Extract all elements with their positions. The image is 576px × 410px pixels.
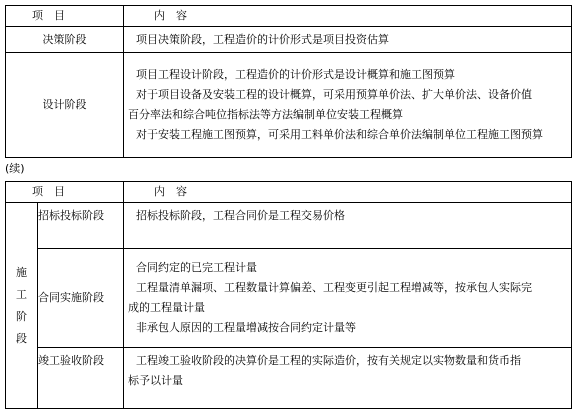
group-label-char: 阶: [16, 309, 27, 323]
group-label-char: 工: [16, 287, 27, 301]
stage-cell: 招标投标阶段: [38, 203, 124, 249]
content-line: 标予以计量: [128, 374, 183, 387]
content-line: 成的工程量计量: [128, 301, 205, 314]
content-line: 项目工程设计阶段，工程造价的计价形式是设计概算和施工图预算: [136, 68, 455, 81]
group-label-cell: [6, 203, 38, 409]
table-row: [6, 27, 572, 53]
table-row: [6, 348, 572, 409]
content-cell: [124, 249, 572, 348]
content-line: 项目决策阶段，工程造价的计价形式是项目投资估算: [136, 32, 389, 46]
header-item: 项 目: [6, 6, 124, 27]
group-label-char: 施: [16, 265, 27, 279]
table-row: [6, 53, 572, 158]
table-row: [6, 249, 572, 348]
continued-label: (续): [5, 162, 25, 175]
header-content: 内 容: [124, 182, 572, 203]
group-label-char: 段: [16, 331, 27, 345]
content-line: 招标投标阶段，工程合同价是工程交易价格: [136, 209, 345, 222]
content-line: 工程竣工验收阶段的决算价是工程的实际造价，按有关规定以实物数量和货币指: [136, 354, 521, 367]
content-line: 对于项目设备及安装工程的设计概算，可采用预算单价法、扩大单价法、设备价值: [136, 88, 532, 101]
content-line: 合同约定的已完工程计量: [136, 261, 257, 274]
content-line: 百分率法和综合吨位指标法等方法编制单位安装工程概算: [128, 108, 403, 121]
stage-cell: 竣工验收阶段: [38, 348, 124, 409]
content-cell: [124, 203, 572, 249]
content-line: 非承包人原因的工程量增减按合同约定计量等: [136, 321, 356, 334]
content-cell: [124, 27, 572, 53]
content-line: 工程量清单漏项、工程数量计算偏差、工程变更引起工程增减等，按承包人实际完: [136, 281, 532, 294]
stage-cell: 设计阶段: [6, 53, 124, 158]
table-1-header-row: [6, 6, 572, 27]
content-cell: [124, 53, 572, 158]
table-2: [5, 181, 572, 409]
table-1: [5, 5, 572, 158]
table-row: [6, 203, 572, 249]
header-item: 项 目: [6, 182, 124, 203]
table-2-header-row: [6, 182, 572, 203]
content-cell: [124, 348, 572, 409]
stage-cell: 决策阶段: [6, 27, 124, 53]
stage-cell: 合同实施阶段: [38, 249, 124, 348]
header-content: 内 容: [124, 6, 572, 27]
content-line: 对于安装工程施工图预算，可采用工料单价法和综合单价法编制单位工程施工图预算: [136, 128, 543, 141]
